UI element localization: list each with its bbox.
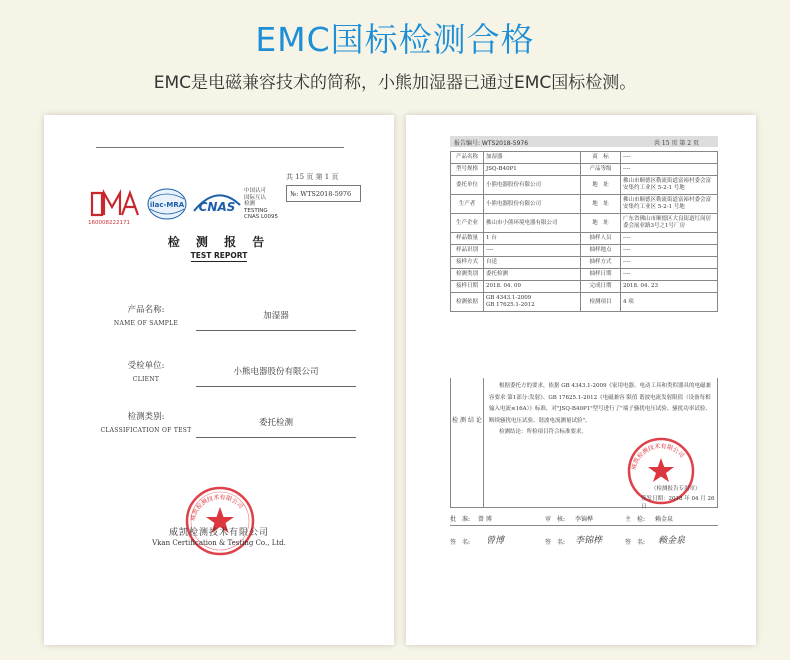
table-cell: 佛山市小熊环境电器有限公司	[484, 214, 581, 233]
table-cell: 抽样方式	[581, 257, 621, 269]
conclusion-label: 检 测 结 论	[451, 378, 484, 508]
cover-page-count: 共 15 页 第 1 页	[286, 173, 339, 181]
table-cell: 生产企业	[451, 214, 484, 233]
table-row	[451, 176, 718, 195]
detail-page-count: 共 15 页 第 2 页	[654, 140, 699, 147]
table-cell: JSQ-B40P1	[484, 164, 581, 176]
table-cell: ----	[621, 257, 718, 269]
table-cell: 样品识别	[451, 245, 484, 257]
classification-label: 检测类别: CLASSIFICATION OF TEST	[100, 412, 192, 434]
page-subtitle: EMC是电磁兼容技术的简称，小熊加湿器已通过EMC国标检测。	[153, 73, 637, 93]
table-cell: 抽样日期	[581, 269, 621, 281]
table-cell: 生产者	[451, 195, 484, 214]
report-cover	[44, 115, 394, 645]
table-cell: 检测项目	[581, 293, 621, 312]
sample-name-label: 产品名称: NAME OF SAMPLE	[113, 305, 179, 327]
table-cell: 地 址	[581, 214, 621, 233]
report-title-en: TEST REPORT	[190, 251, 248, 260]
report-detail-page: 报告编号: WTS2018-5976 共 15 页 第 2 页 产品名称 加湿器 商 标 ---- 型号规格 JSQ-B40P1 产品等级 ---- 委托单位 小熊电器股份有限公司 地 址 佛山市顺德区勒流街道富裕村委会富安集约工业区 5-2-1 号地 生产者 小熊电器股份有限公司 地 址 佛山市顺德区勒流街道富裕村委会富安集约工业区 5-2-1 号地 生产企业 佛山市小熊环境电器有限公司 地 址 广东省佛山市顺德区大良街道红岗居委会展业路3号之1号厂房 样品数量 1 台 抽样人员 ---- 样品识别 ---- 抽样地点 ---- 接样方式 自送 抽样方式 ---- 检测类别 委托检测 抽样日期 ---- 接样日期 2018. 04. 09 完成日期 2018. 04. 23 检测依据 GB 4343.1-2009 GB 17625.1-2012 检测项目 4 项 检 测 结 论 根据委托方的要求，依据 GB 4343.1-2009《家用电器、电动工具和类似器具的电磁兼容要求 第1部分:发射》、GB 17625.1-2012《电磁兼容 限值 谐波电流发射限值（设备每相输入电流≤16A）》标准，对"JSQ-B40P1"型号进行了"端子骚扰电压试验、骚扰功率试验、断续骚扰电压试验、谐波电流测量试验"。 检测结论：所检项目符合标准要求。 威凯检测技术有限公司 （检测报告专用章） 签发日期：2018 年 04 月 26 日 批 准: 曾 博 审 核: 李锦桦 主 检: 赖金泉 签 名: 曾博 签 名: 李锦桦 签 名: 赖金泉	[406, 115, 756, 645]
table-cell: GB 4343.1-2009 GB 17625.1-2012	[484, 293, 581, 312]
issue-date: 签发日期：2018 年 04 月 26 日	[641, 496, 715, 510]
report-info-table	[450, 151, 718, 312]
table-cell: 样品数量	[451, 233, 484, 245]
client-label: 受检单位: CLIENT	[127, 361, 165, 383]
table-row	[451, 245, 718, 257]
table-cell: 委托检测	[484, 269, 581, 281]
table-cell: 商 标	[581, 152, 621, 164]
table-cell: ----	[621, 152, 718, 164]
table-cell: 1 台	[484, 233, 581, 245]
table-cell: ----	[621, 269, 718, 281]
table-cell: 委托单位	[451, 176, 484, 195]
svg-text:威凯检测技术有限公司: 威凯检测技术有限公司	[630, 442, 686, 471]
cnas-accreditation-text: 中国认可 国际互认 检测 TESTING CNAS L0095	[244, 188, 279, 220]
table-cell: 抽样人员	[581, 233, 621, 245]
table-cell: 佛山市顺德区勒流街道富裕村委会富安集约工业区 5-2-1 号地	[621, 195, 718, 214]
table-cell: 小熊电器股份有限公司	[484, 195, 581, 214]
table-cell: ----	[484, 245, 581, 257]
conclusion-block	[450, 378, 718, 508]
table-row	[451, 152, 718, 164]
signature-approve: 曾博	[486, 536, 505, 546]
ilac-logo-icon	[146, 187, 188, 221]
table-cell: 小熊电器股份有限公司	[484, 176, 581, 195]
cma-logo-icon	[88, 189, 140, 219]
table-cell: ----	[621, 233, 718, 245]
table-cell: 接样方式	[451, 257, 484, 269]
table-cell: 自送	[484, 257, 581, 269]
table-cell: ----	[621, 164, 718, 176]
table-cell: 地 址	[581, 176, 621, 195]
table-row	[451, 233, 718, 245]
table-cell: 加湿器	[484, 152, 581, 164]
table-row	[451, 281, 718, 293]
page-title: EMC国标检测合格	[255, 20, 535, 59]
client-value: 小熊电器股份有限公司	[196, 365, 356, 387]
signature-main: 赖金泉	[658, 536, 686, 546]
table-cell: 产品名称	[451, 152, 484, 164]
svg-text:威凯检测技术有限公司: 威凯检测技术有限公司	[189, 493, 245, 522]
seal-mark-text: （检测报告专用章）	[651, 486, 701, 492]
table-cell: ----	[621, 245, 718, 257]
cover-top-rule	[96, 147, 344, 148]
table-cell: 4 项	[621, 293, 718, 312]
signers-row: 批 准: 曾 博 审 核: 李锦桦 主 检: 赖金泉	[450, 514, 718, 526]
cma-number: 160008222171	[88, 220, 130, 226]
table-cell: 检测依据	[451, 293, 484, 312]
table-row	[451, 214, 718, 233]
cnas-label: CNAS	[198, 200, 236, 214]
table-row	[451, 164, 718, 176]
table-cell: 完成日期	[581, 281, 621, 293]
cnas-logo-icon	[192, 189, 242, 219]
table-cell: 地 址	[581, 195, 621, 214]
table-cell: 佛山市顺德区勒流街道富裕村委会富安集约工业区 5-2-1 号地	[621, 176, 718, 195]
table-cell: 检测类别	[451, 269, 484, 281]
classification-value: 委托检测	[196, 416, 356, 438]
table-cell: 型号规格	[451, 164, 484, 176]
table-cell: 产品等级	[581, 164, 621, 176]
table-row	[451, 269, 718, 281]
signature-review: 李锦桦	[575, 536, 603, 546]
report-title-cn: 检 测 报 告	[167, 235, 271, 249]
table-cell: 2018. 04. 23	[621, 281, 718, 293]
conclusion-text: 根据委托方的要求，依据 GB 4343.1-2009《家用电器、电动工具和类似器具的电磁兼容要求 第1部分:发射》、GB 17625.1-2012《电磁兼容 限值 谐波电流发射限值（设备每相输入电流≤16A）》标准，对"JSQ-B40P1"型号进行了"端子骚扰电压试验、骚扰功率试验、断续骚扰电压试验、谐波电流测量试验"。 检测结论：所检项目符合标准要求。	[489, 383, 712, 435]
table-cell: 广东省佛山市顺德区大良街道红岗居委会展业路3号之1号厂房	[621, 214, 718, 233]
table-row	[451, 195, 718, 214]
table-cell: 接样日期	[451, 281, 484, 293]
sample-name-value: 加湿器	[196, 309, 356, 331]
table-cell: 2018. 04. 09	[484, 281, 581, 293]
company-name-cn: 威凯检测技术有限公司	[168, 528, 269, 538]
table-row	[451, 293, 718, 312]
table-cell: 抽样地点	[581, 245, 621, 257]
cover-report-number: №: WTS2018-5976	[286, 185, 361, 202]
table-row	[451, 257, 718, 269]
report-number-bar: 报告编号: WTS2018-5976	[450, 136, 718, 147]
company-name-en: Vkan Certification & Testing Co., Ltd.	[152, 539, 286, 547]
ilac-label: ilac-MRA	[149, 201, 185, 209]
